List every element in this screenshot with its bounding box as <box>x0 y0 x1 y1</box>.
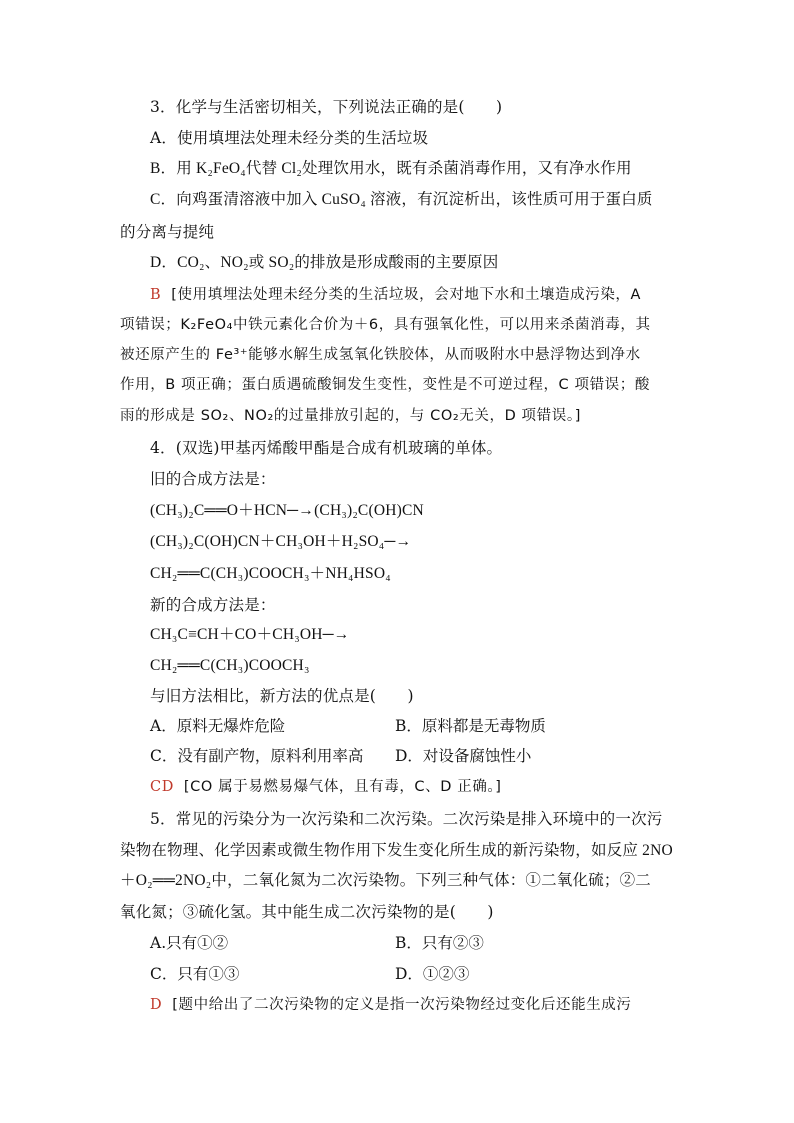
q4-old-equation-2: (CH₃)₂C(OH)CN＋CH₃OH＋H₂SO₄─→ <box>150 533 412 550</box>
q4-new-method-title: 新的合成方法是： <box>150 596 276 614</box>
q5-option-d: D．①②③ <box>395 965 470 983</box>
q3-analysis-text-1: [使用填埋法处理未经分类的生活垃圾，会对地下水和土壤造成污染，A <box>171 287 642 303</box>
q3-option-c-line1: C．向鸡蛋清溶液中加入 CuSO₄ 溶液，有沉淀析出，该性质可用于蛋白质 <box>150 191 653 208</box>
q3-option-c-line2: 的分离与提纯 <box>120 223 215 241</box>
q5-stem-line1: 5．常见的污染分为一次污染和二次污染。二次污染是排入环境中的一次污 <box>150 810 663 828</box>
q4-old-equation-1: (CH₃)₂C══O＋HCN─→(CH₃)₂C(OH)CN <box>150 502 424 519</box>
q5-stem-line2: 染物在物理、化学因素或微生物作用下发生变化所生成的新污染物，如反应 2NO <box>120 842 673 859</box>
q5-stem-line4: 氧化氮；③硫化氢。其中能生成二次污染物的是( ) <box>120 903 494 921</box>
q5-analysis-text-1: [题中给出了二次污染物的定义是指一次污染物经过变化后还能生成污 <box>172 997 632 1013</box>
q4-old-equation-3: CH₂══C(CH₃)COOCH₃＋NH₄HSO₄ <box>150 565 391 582</box>
q4-question: 与旧方法相比，新方法的优点是( ) <box>150 687 414 705</box>
q5-option-a: A.只有①② <box>150 934 229 952</box>
q5-stem-line3: ＋O₂══2NO₂中，二氧化氮为二次污染物。下列三种气体：①二氧化硫；②二 <box>120 872 652 889</box>
q4-option-c: C．没有副产物，原料利用率高 <box>150 747 364 765</box>
q4-old-method-title: 旧的合成方法是： <box>150 470 276 488</box>
q4-answer-key: CD <box>150 779 174 795</box>
q3-answer-key: B <box>150 287 162 303</box>
q3-analysis-line5: 雨的形成是 SO₂、NO₂的过量排放引起的，与 CO₂无关，D 项错误。] <box>120 408 581 424</box>
q3-analysis-line2: 项错误；K₂FeO₄中铁元素化合价为＋6，具有强氧化性，可以用来杀菌消毒，其 <box>120 317 651 333</box>
q3-option-a: A．使用填埋法处理未经分类的生活垃圾 <box>150 129 429 147</box>
q4-stem: 4．(双选)甲基丙烯酸甲酯是合成有机玻璃的单体。 <box>150 439 503 457</box>
q4-option-d: D．对设备腐蚀性小 <box>395 747 532 765</box>
q3-analysis-line1 <box>150 284 641 306</box>
q3-option-d: D．CO₂、NO₂或 SO₂的排放是形成酸雨的主要原因 <box>150 254 499 271</box>
q4-option-b: B．原料都是无毒物质 <box>395 717 546 735</box>
q5-analysis-line1 <box>150 994 632 1016</box>
q4-new-equation-1: CH₃C≡CH＋CO＋CH₃OH─→ <box>150 626 350 643</box>
q3-stem: 3．化学与生活密切相关，下列说法正确的是( ) <box>150 98 503 116</box>
q4-option-a: A．原料无爆炸危险 <box>150 717 286 735</box>
q5-option-c: C．只有①③ <box>150 965 240 983</box>
q4-analysis-text: [CO 属于易燃易爆气体，且有毒，C、D 正确。] <box>183 779 502 795</box>
q4-new-equation-2: CH₂══C(CH₃)COOCH₃ <box>150 657 310 674</box>
q5-answer-key: D <box>150 997 163 1013</box>
q3-analysis-line3: 被还原产生的 Fe³⁺能够水解生成氢氧化铁胶体，从而吸附水中悬浮物达到净水 <box>120 347 641 363</box>
q5-option-b: B．只有②③ <box>395 934 484 952</box>
q4-analysis-line <box>150 776 502 798</box>
q3-analysis-line4: 作用，B 项正确；蛋白质遇硫酸铜发生变性，变性是不可逆过程，C 项错误；酸 <box>120 377 650 393</box>
q3-option-b: B．用 K₂FeO₄代替 Cl₂处理饮用水，既有杀菌消毒作用，又有净水作用 <box>150 160 632 177</box>
